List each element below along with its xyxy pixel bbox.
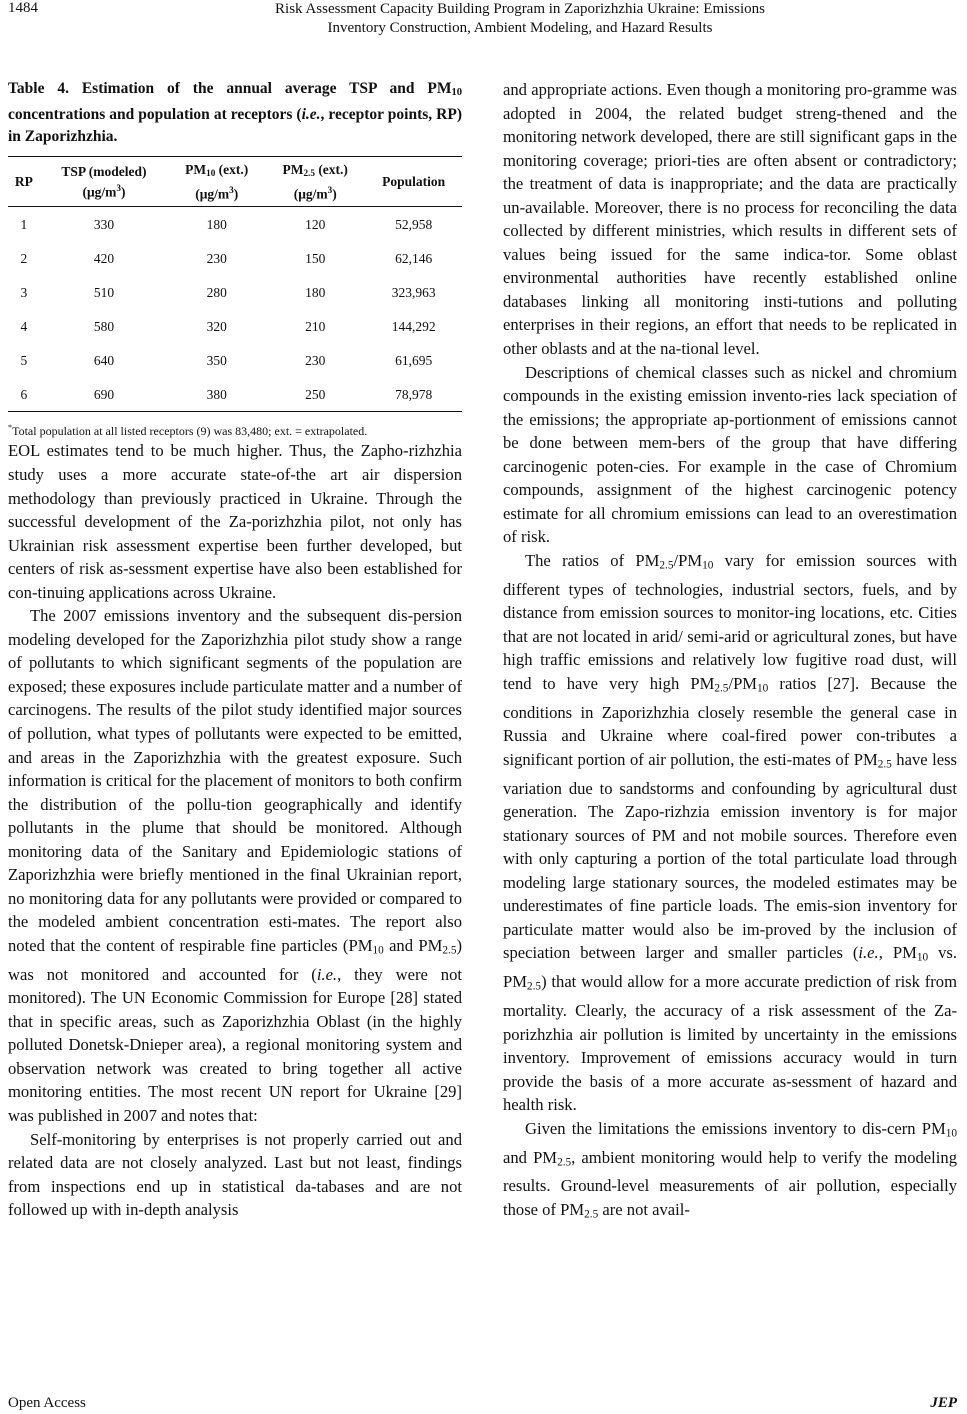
- header-pm10: $PM_{10}$ (ext.) $(\mu g/m^3)$: [168, 157, 265, 207]
- table-row: [8, 241, 462, 275]
- table-cell: 250: [265, 377, 365, 412]
- running-head-line-2: Inventory Construction, Ambient Modeling, and Hazard Results: [327, 20, 713, 36]
- table-row: [8, 207, 462, 242]
- page-number: 1484: [8, 0, 38, 16]
- table-cell: 4: [20, 318, 28, 334]
- footer-journal: JEP: [930, 1395, 957, 1411]
- table-cell: 5: [20, 352, 28, 368]
- right-paragraph-1: and appropriate actions. Even though a monitoring pro-gramme was adopted in 2004, the related budget streng-thened and the monitoring network developed, there are still significant gaps in the monitoring coverage; priori-ties are often absent or contradictory; the treatment of data is inappropriate; and the data are practically un-available. Moreover, there is no process for reconciling the data collected by different ministries, which results in different sets of values being issued for the same indica-tor. Some oblast environmental authorities have recently established online databases linking all monitoring insti-tutions and polluting enterprises in their regions, an effort that needs to be replicated in other oblasts and at the na-tional level.: [503, 80, 957, 359]
- table-cell: 1: [20, 216, 28, 232]
- table-cell: 150: [305, 250, 326, 266]
- table-cell: 640: [93, 352, 115, 368]
- table-cell: 380: [168, 377, 265, 412]
- data-table: [8, 156, 462, 412]
- table-cell: 280: [206, 284, 227, 300]
- table-cell: 52,958: [395, 216, 433, 232]
- table-cell: 690: [40, 377, 169, 412]
- table-cell: 180: [206, 216, 227, 232]
- table-row: [8, 309, 462, 343]
- left-column: [8, 78, 462, 1222]
- table-cell: 230: [305, 352, 326, 368]
- table-cell: 61,695: [395, 352, 433, 368]
- table-header-row: [8, 157, 462, 207]
- running-head: [160, 0, 880, 38]
- right-paragraph-4: Given the limitations the emissions inventory to dis-cern $PM_{10}$ and $PM_{2.5}$, ambient monitoring would help to verify the modeling results. Ground-level measurements of air pollution, especially those of $PM_{2.5}$ are not avail-: [503, 1118, 957, 1221]
- right-paragraph-2: Descriptions of chemical classes such as nickel and chromium compounds in the existing emission invento-ries lack speciation of the emissions; the appropriate ap-portionment of emissions cannot be done between mem-bers of the group that have differing carcinogenic poten-cies. For example in the case of Chromium compounds, assignment of the highest carcinogenic potency estimate for all chromium emissions can lead to an overestimation of risk.: [503, 362, 957, 547]
- table-cell: 144,292: [391, 318, 436, 334]
- left-paragraph-1: EOL estimates tend to be much higher. Thus, the Zapho-rizhzhia study uses a more accurate state-of-the art air dispersion methodology than previously practiced in Ukraine. Through the successful development of the Za-porizhzhia pilot, not only has Ukrainian risk assessment expertise been further developed, but centers of risk as-sessment expertise have also been established for con-tinuing applications across Ukraine.: [8, 441, 462, 602]
- table-caption: Table 4. Estimation of the annual average TSP and $PM_{10}$ concentrations and population at receptors (i.e., receptor points, RP) in Zaporizhzhia.: [8, 80, 462, 146]
- left-paragraph-2: The 2007 emissions inventory and the subsequent dis-persion modeling developed for the Zaporizhzhia pilot study show a range of pollutants to which significant segments of the population are exposed; these exposures include particulate matter and a number of carcinogens. The results of the pilot study identified major sources of pollution, what types of pollutants were expected to be emitted, and areas in the Zaporizhzhia with the greatest exposure. Such information is critical for the placement of monitors to both confirm the distribution of the pollu-tion geographically and identify pollutants in the plume that should be monitored. Although monitoring data of the Sanitary and Epidemiologic stations of Zaporizhzhia were briefly mentioned in the final Ukrainian report, no monitoring data for any pollutants were provided or compared to the modeled ambient concentration esti-mates. The report also noted that the content of respirable fine particles ($PM_{10}$ and $PM_{2.5}$) was not monitored and accounted for (i.e., they were not monitored). The UN Economic Commission for Europe [28] stated that in specific areas, such as Zaporizhzhia Oblast (in the highly polluted Donetsk-Dnieper area), a regional monitoring system and observation network was created to bring together all active monitoring entities. The most recent UN report for Ukraine [29] was published in 2007 and notes that:: [8, 606, 463, 1125]
- table-cell: 2: [20, 250, 28, 266]
- running-head-line-1: Risk Assessment Capacity Building Program in Zaporizhzhia Ukraine: Emissions: [275, 1, 765, 17]
- header-rp: RP: [8, 157, 40, 207]
- table-note: *Total population at all listed receptors (9) was 83,480; ext. = extrapolated.: [8, 423, 368, 439]
- table-cell: 230: [206, 250, 227, 266]
- table-cell: 323,963: [391, 284, 436, 300]
- table-cell: 320: [206, 318, 227, 334]
- header-population: Population: [365, 157, 462, 207]
- table-row: [8, 275, 462, 309]
- table-row: [8, 377, 462, 412]
- header-pm25: $PM_{2.5}$ (ext.) $(\mu g/m^3)$: [265, 157, 365, 207]
- table-cell: 62,146: [395, 250, 433, 266]
- table-cell: 3: [20, 284, 28, 300]
- table-cell: 420: [93, 250, 115, 266]
- right-paragraph-3: The ratios of $PM_{2.5}/PM_{10}$ vary for emission sources with different types of technologies, industrial sectors, fuels, and by distance from emission sources to monitor-ing locations, etc. Cities that are not located in arid/ semi-arid or agricultural zones, but have high traffic emissions and relatively low fugitive road dust, will tend to have very high $PM_{2.5}/PM_{10}$ ratios [27]. Because the conditions in Zaporizhzhia closely resemble the general case in Russia and Ukraine where coal-fired power con-tributes a significant portion of air pollution, the esti-mates of $PM_{2.5}$ have less variation due to sandstorms and confounding by agricultural dust generation. The Zapo-rizhzia emission inventory is for major stationary sources of PM and not mobile sources. Therefore even with only capturing a portion of the total particulate load through modeling large stationary sources, the modeled estimates may be underestimates of fine particle loads. The emis-sion inventory for particulate matter would also be im-proved by the inclusion of speciation between larger and smaller particles (i.e., $PM_{10}$ vs. $PM_{2.5}$) that would allow for a more accurate prediction of risk from mortality. Clearly, the accuracy of a risk assessment of the Za-porizhzhia air pollution is limited by uncertainty in the emissions inventory. Improvement of emissions accuracy would in turn provide the basis of a more accurate as-sessment of hazard and health risk.: [503, 550, 958, 1115]
- right-column: [503, 78, 957, 1227]
- footer-open-access: Open Access: [8, 1395, 86, 1411]
- table-cell: 78,978: [365, 377, 462, 412]
- table-cell: 6: [8, 377, 40, 412]
- table-cell: 580: [93, 318, 115, 334]
- table-cell: 350: [206, 352, 227, 368]
- table-cell: 120: [305, 216, 326, 232]
- table-row: [8, 343, 462, 377]
- table-cell: 510: [93, 284, 115, 300]
- table-cell: 210: [305, 318, 326, 334]
- table-cell: 180: [305, 284, 326, 300]
- left-paragraph-3: Self-monitoring by enterprises is not properly carried out and related data are not closely analyzed. Last but not least, findings from inspections end up in statistical da-tabases and are not followed up with in-depth analysis: [8, 1129, 462, 1220]
- header-tsp: TSP (modeled) $(\mu g/m^3)$: [40, 157, 169, 207]
- table-cell: 330: [93, 216, 115, 232]
